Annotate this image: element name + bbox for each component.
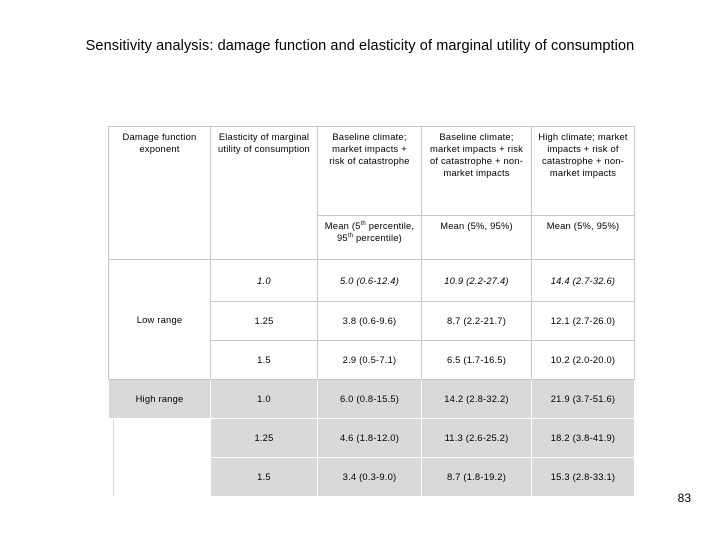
value-cell: 6.0 (0.8-15.5) — [318, 380, 422, 419]
elasticity-cell: 1.5 — [211, 458, 318, 497]
group-label-high-range: High range — [109, 380, 211, 419]
header-elasticity: Elasticity of marginal utility of consumption — [211, 127, 318, 260]
value-cell: 12.1 (2.7-26.0) — [532, 302, 635, 341]
value-cell: 18.2 (3.8-41.9) — [532, 419, 635, 458]
elasticity-cell: 1.25 — [211, 302, 318, 341]
table-row — [109, 260, 635, 302]
elasticity-cell: 1.5 — [211, 341, 318, 380]
value-cell: 21.9 (3.7-51.6) — [532, 380, 635, 419]
value-cell: 15.3 (2.8-33.1) — [532, 458, 635, 497]
value-cell: 3.4 (0.3-9.0) — [318, 458, 422, 497]
table-row — [109, 380, 635, 419]
value-cell: 4.6 (1.8-12.0) — [318, 419, 422, 458]
value-cell: 3.8 (0.6-9.6) — [318, 302, 422, 341]
value-cell: 8.7 (2.2-21.7) — [422, 302, 532, 341]
header-row — [109, 127, 635, 216]
subheader-col5: Mean (5%, 95%) — [532, 216, 635, 260]
value-cell: 6.5 (1.7-16.5) — [422, 341, 532, 380]
value-cell: 8.7 (1.8-19.2) — [422, 458, 532, 497]
header-damage-function-exponent: Damage function exponent — [109, 127, 211, 260]
elasticity-cell: 1.25 — [211, 419, 318, 458]
value-cell: 14.2 (2.8-32.2) — [422, 380, 532, 419]
value-cell: 14.4 (2.7-32.6) — [532, 260, 635, 302]
subheader-col4: Mean (5%, 95%) — [422, 216, 532, 260]
value-cell: 2.9 (0.5-7.1) — [318, 341, 422, 380]
value-cell: 11.3 (2.6-25.2) — [422, 419, 532, 458]
table-row — [109, 419, 635, 458]
header-baseline-market-catastrophe-nonmarket: Baseline climate; market impacts + risk of catastrophe + non-market impacts — [422, 127, 532, 216]
elasticity-cell: 1.0 — [211, 380, 318, 419]
subheader-col3: Mean (5th percentile, 95th percentile) — [318, 216, 422, 260]
value-cell: 10.9 (2.2-27.4) — [422, 260, 532, 302]
slide-title: Sensitivity analysis: damage function and elasticity of marginal utility of consumption — [85, 38, 635, 54]
group-label-low-range: Low range — [109, 260, 211, 380]
sensitivity-table — [108, 126, 635, 497]
header-baseline-market-catastrophe: Baseline climate; market impacts + risk of catastrophe — [318, 127, 422, 216]
header-high-climate: High climate; market impacts + risk of catastrophe + non-market impacts — [532, 127, 635, 216]
value-cell: 5.0 (0.6-12.4) — [318, 260, 422, 302]
page-number: 83 — [677, 491, 691, 505]
spacer-fill — [113, 419, 114, 496]
elasticity-cell: 1.0 — [211, 260, 318, 302]
value-cell: 10.2 (2.0-20.0) — [532, 341, 635, 380]
high-range-spacer — [109, 419, 211, 497]
